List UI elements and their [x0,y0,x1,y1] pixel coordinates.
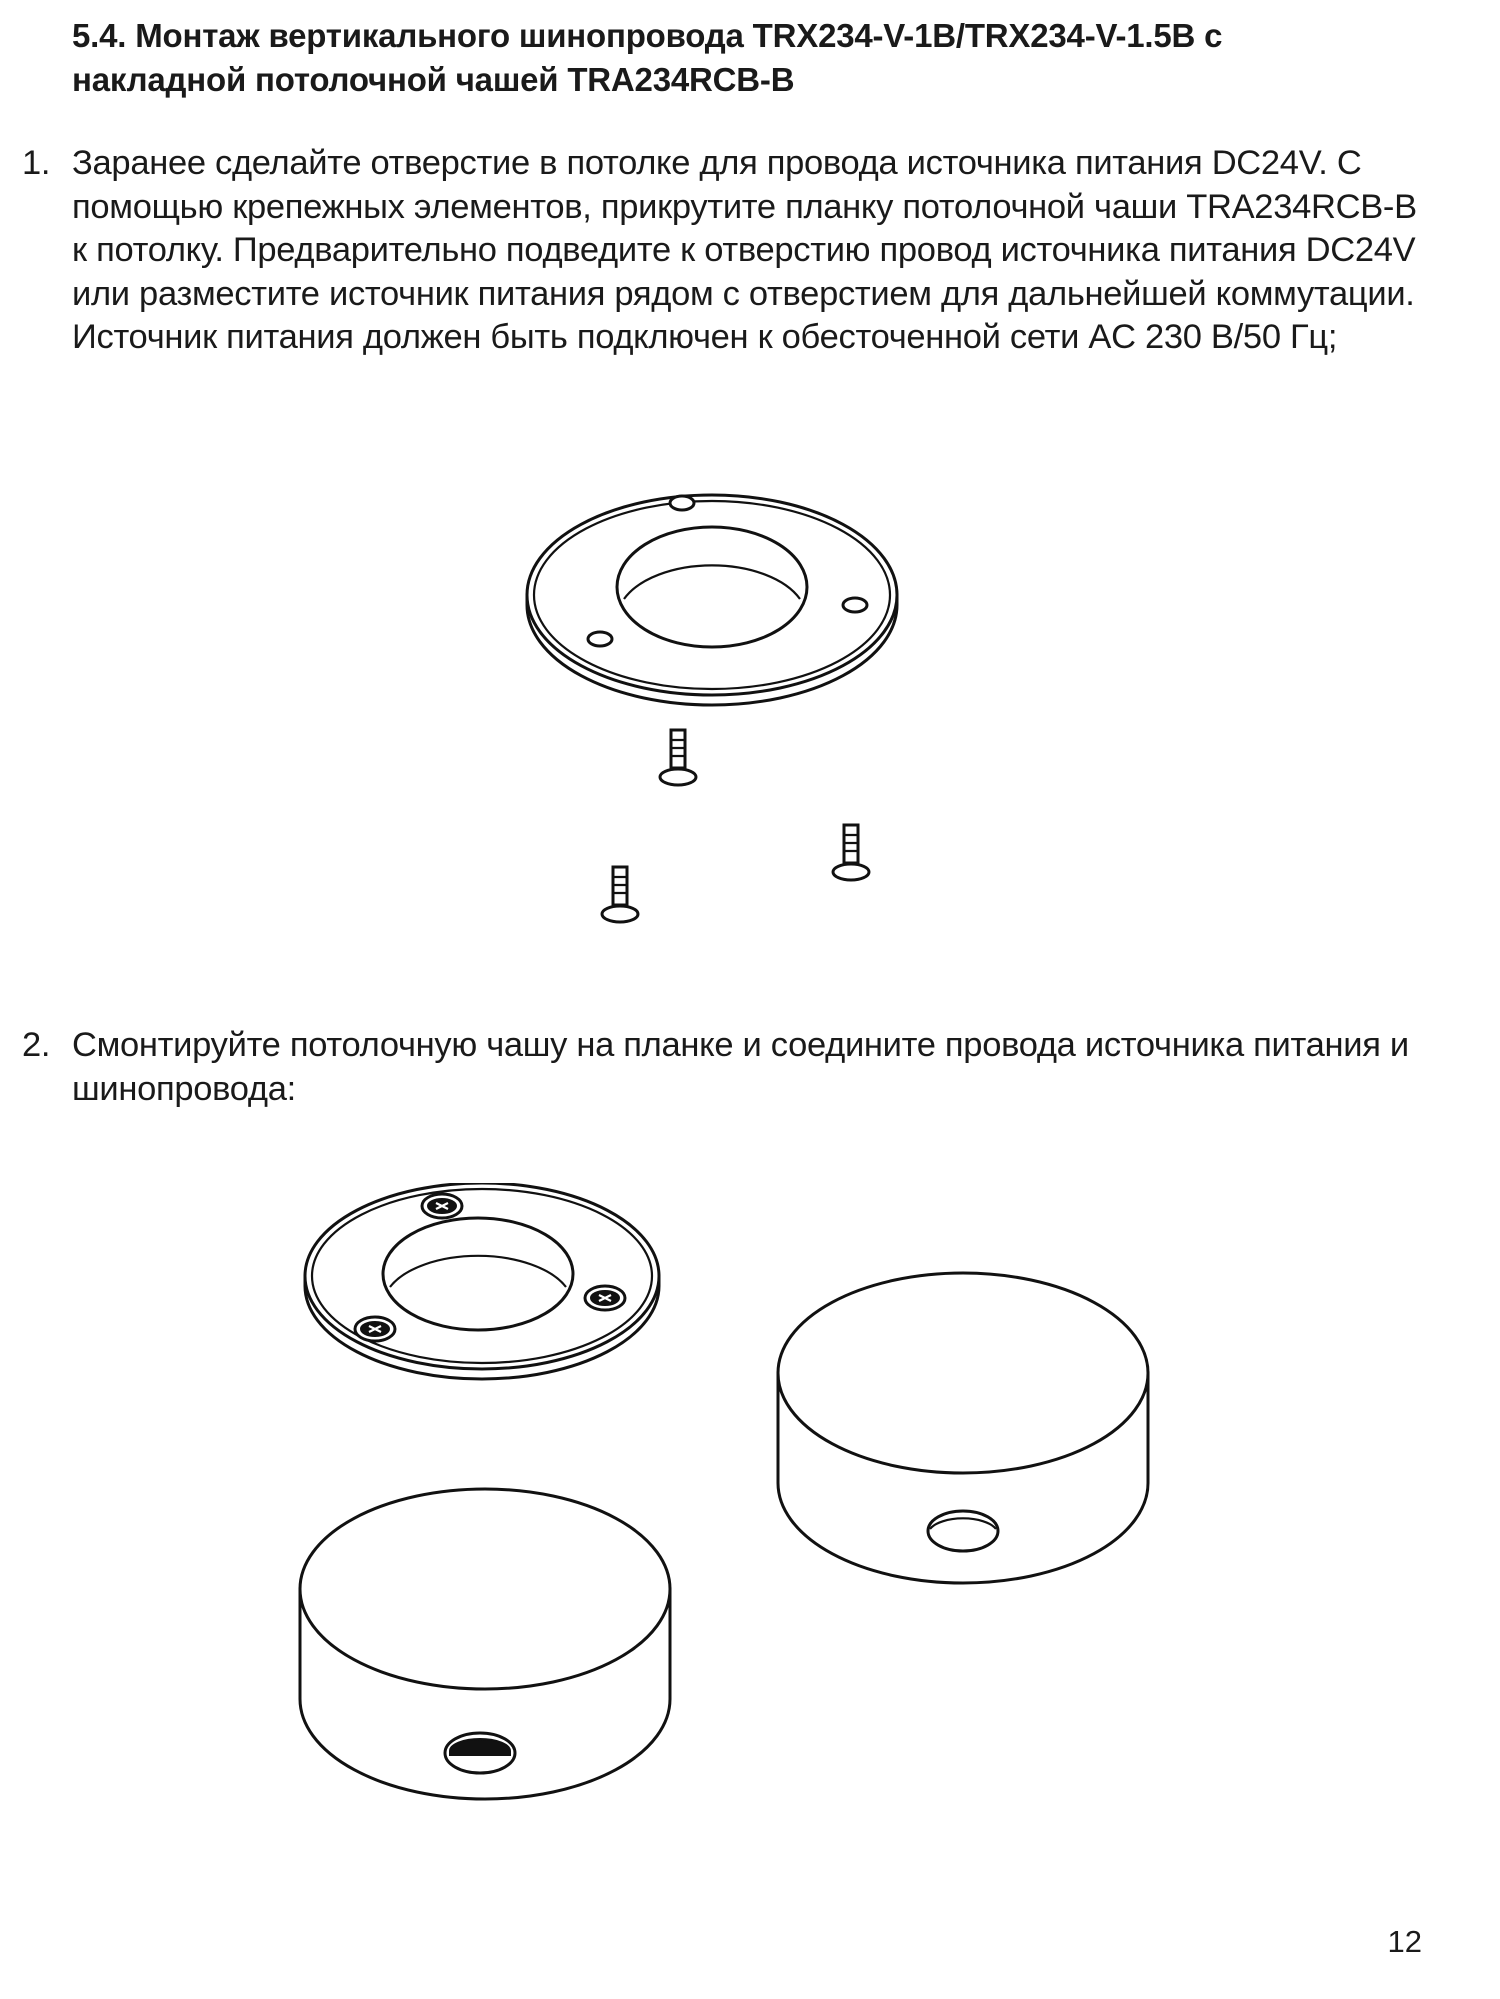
mounted-plate [305,1183,659,1379]
screw-3 [602,867,638,922]
screw-2 [833,825,869,880]
page-number: 12 [1387,1924,1422,1959]
step-1-text: Заранее сделайте отверстие в потолке для провода источника питания DC24V. С помощью крепежных элементов, прикрутите планку потолочной чаши TRA234RCB-B к потолку. Предварительно подведите к отверстию провод источника питания DC24V или разместите источник питания рядом с отверстием для дальнейшей коммутации. Источник питания должен быть подключен к обесточенной сети AC 230 В/50 Гц; [72,144,1417,356]
step-1-number: 1. [22,144,51,182]
plate-hole-left [588,632,612,646]
ceiling-cup-left [300,1489,670,1799]
step-2-text: Смонтируйте потолочную чашу на планке и соедините провода источника питания и шинопровода: [72,1026,1409,1108]
ceiling-cup-right [778,1273,1148,1583]
mounting-plate-illustration [520,475,910,935]
cup-right-cable-hole [928,1511,998,1551]
mounted-screw-top [422,1194,462,1218]
plate-hole-right [843,598,867,612]
plate-hole-top [670,496,694,510]
step-1 [22,142,1422,360]
mounting-plate [527,495,897,705]
mounted-screw-left [355,1317,395,1341]
step-2-number: 2. [22,1026,51,1064]
ceiling-cup-drawing [290,1183,1170,1858]
ceiling-cup-illustration [290,1183,1170,1858]
mounting-plate-drawing [520,475,910,935]
mounted-screw-right [585,1286,625,1310]
step-2 [22,1024,1422,1111]
section-heading: 5.4. Монтаж вертикального шинопровода TRX234-V-1B/TRX234-V-1.5B с накладной потолочной чашей TRA234RCB-B [72,17,1223,98]
screw-1 [660,730,696,785]
